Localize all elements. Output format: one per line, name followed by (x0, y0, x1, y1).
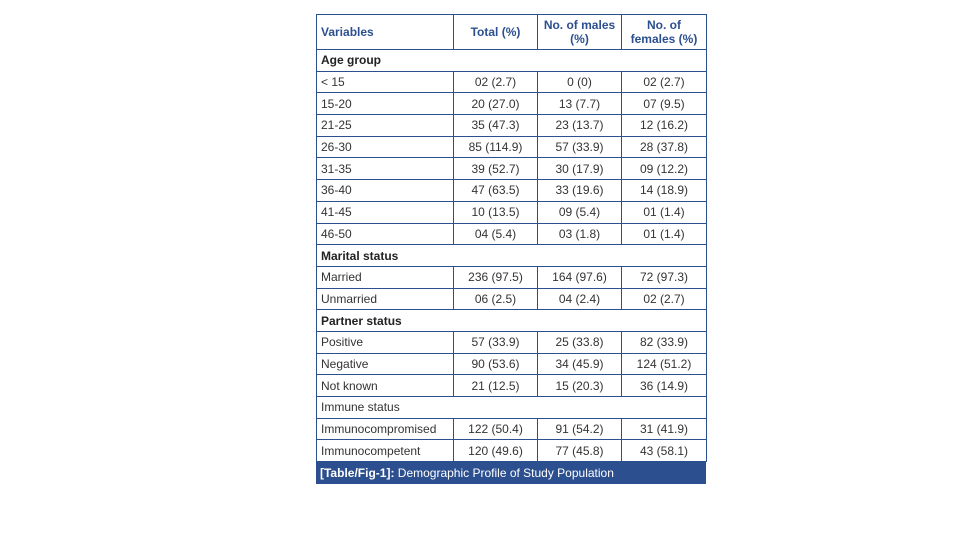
cell-total: 21 (12.5) (454, 375, 538, 397)
table-caption (316, 462, 706, 484)
cell-females: 09 (12.2) (622, 158, 707, 180)
header-females: No. of females (%) (622, 15, 707, 50)
table-row (317, 375, 707, 397)
cell-variable: Married (317, 266, 454, 288)
cell-variable: 15-20 (317, 93, 454, 115)
section-row (317, 397, 707, 419)
section-title: Partner status (317, 310, 707, 332)
cell-females: 01 (1.4) (622, 201, 707, 223)
cell-males: 57 (33.9) (538, 136, 622, 158)
table-row (317, 180, 707, 202)
cell-males: 15 (20.3) (538, 375, 622, 397)
cell-total: 120 (49.6) (454, 440, 538, 462)
cell-variable: 41-45 (317, 201, 454, 223)
cell-total: 35 (47.3) (454, 115, 538, 137)
cell-variable: 21-25 (317, 115, 454, 137)
cell-males: 0 (0) (538, 71, 622, 93)
cell-females: 36 (14.9) (622, 375, 707, 397)
cell-females: 43 (58.1) (622, 440, 707, 462)
cell-males: 09 (5.4) (538, 201, 622, 223)
cell-males: 03 (1.8) (538, 223, 622, 245)
cell-females: 02 (2.7) (622, 71, 707, 93)
cell-total: 06 (2.5) (454, 288, 538, 310)
cell-females: 14 (18.9) (622, 180, 707, 202)
cell-females: 72 (97.3) (622, 266, 707, 288)
table-row (317, 331, 707, 353)
cell-variable: 46-50 (317, 223, 454, 245)
cell-females: 31 (41.9) (622, 418, 707, 440)
table-body (317, 50, 707, 462)
cell-total: 20 (27.0) (454, 93, 538, 115)
cell-variable: Immunocompromised (317, 418, 454, 440)
header-males: No. of males (%) (538, 15, 622, 50)
cell-males: 77 (45.8) (538, 440, 622, 462)
cell-total: 04 (5.4) (454, 223, 538, 245)
section-title: Marital status (317, 245, 707, 267)
cell-females: 124 (51.2) (622, 353, 707, 375)
header-variables: Variables (317, 15, 454, 50)
table-row (317, 440, 707, 462)
cell-variable: 26-30 (317, 136, 454, 158)
cell-males: 30 (17.9) (538, 158, 622, 180)
cell-total: 47 (63.5) (454, 180, 538, 202)
cell-total: 10 (13.5) (454, 201, 538, 223)
cell-males: 34 (45.9) (538, 353, 622, 375)
cell-males: 164 (97.6) (538, 266, 622, 288)
section-row (317, 50, 707, 72)
cell-variable: Not known (317, 375, 454, 397)
table-row (317, 418, 707, 440)
cell-variable: Immunocompetent (317, 440, 454, 462)
cell-total: 39 (52.7) (454, 158, 538, 180)
cell-variable: 31-35 (317, 158, 454, 180)
cell-total: 57 (33.9) (454, 331, 538, 353)
table-row (317, 115, 707, 137)
section-title: Age group (317, 50, 707, 72)
table-row (317, 353, 707, 375)
caption-text: Demographic Profile of Study Population (394, 466, 614, 481)
table-row (317, 158, 707, 180)
cell-total: 90 (53.6) (454, 353, 538, 375)
cell-males: 23 (13.7) (538, 115, 622, 137)
cell-variable: 36-40 (317, 180, 454, 202)
section-row (317, 310, 707, 332)
header-total: Total (%) (454, 15, 538, 50)
cell-variable: < 15 (317, 71, 454, 93)
table-row (317, 223, 707, 245)
cell-females: 28 (37.8) (622, 136, 707, 158)
cell-total: 85 (114.9) (454, 136, 538, 158)
header-row (317, 15, 707, 50)
cell-total: 122 (50.4) (454, 418, 538, 440)
table-container (316, 14, 706, 484)
cell-females: 01 (1.4) (622, 223, 707, 245)
cell-variable: Negative (317, 353, 454, 375)
cell-females: 02 (2.7) (622, 288, 707, 310)
section-row (317, 245, 707, 267)
table-row (317, 93, 707, 115)
cell-total: 236 (97.5) (454, 266, 538, 288)
cell-females: 07 (9.5) (622, 93, 707, 115)
table-row (317, 201, 707, 223)
table-row (317, 288, 707, 310)
cell-males: 91 (54.2) (538, 418, 622, 440)
cell-variable: Positive (317, 331, 454, 353)
table-row (317, 71, 707, 93)
demographic-table (316, 14, 707, 462)
cell-males: 13 (7.7) (538, 93, 622, 115)
cell-males: 33 (19.6) (538, 180, 622, 202)
cell-males: 04 (2.4) (538, 288, 622, 310)
cell-variable: Unmarried (317, 288, 454, 310)
cell-total: 02 (2.7) (454, 71, 538, 93)
caption-tag: [Table/Fig-1]: (320, 466, 395, 481)
table-row (317, 266, 707, 288)
cell-females: 82 (33.9) (622, 331, 707, 353)
table-row (317, 136, 707, 158)
section-title: Immune status (317, 397, 707, 419)
cell-females: 12 (16.2) (622, 115, 707, 137)
cell-males: 25 (33.8) (538, 331, 622, 353)
